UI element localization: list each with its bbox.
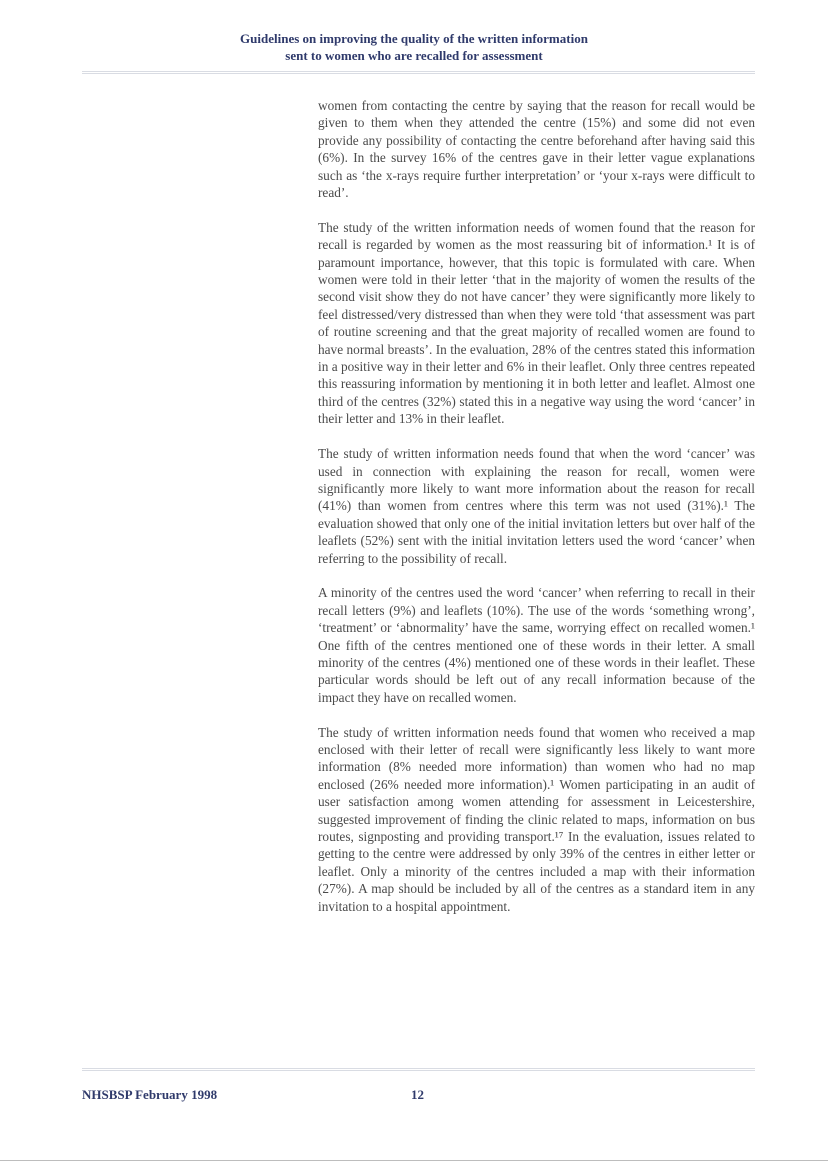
page-header xyxy=(0,30,828,64)
paragraph: A minority of the centres used the word ‘cancer’ when referring to recall in their recall letters (9%) and leaflets (10%). The use of the words ‘something wrong’, ‘treatment’ or ‘abnormality’ have the same, worrying effect on recalled women.¹ One fifth of the centres mentioned one of these words in their letter. A small minority of the centres (4%) mentioned one of these words in their leaflet. These particular words should be left out of any recall information because of the impact they have on recalled women. xyxy=(318,585,755,705)
footer-rule xyxy=(82,1068,755,1072)
paragraph: women from contacting the centre by saying that the reason for recall would be given to them when they attended the centre (15%) and some did not even provide any possibility of contacting the centre beforehand after having said this (6%). In the survey 16% of the centres gave in their letter vague explanations such as ‘the x-rays require further interpretation’ or ‘your x-rays were difficult to read’. xyxy=(318,98,755,201)
header-rule xyxy=(82,71,755,75)
paragraph: The study of written information needs found that women who received a map enclosed with their letter of recall were significantly less likely to want more information (8% needed more information) than women who had no map enclosed (26% needed more information).¹ Women participating in an audit of user satisfaction among women attending for assessment in Leicestershire, suggested improvement of finding the clinic related to maps, information on bus routes, signposting and providing transport.¹⁷ In the evaluation, issues related to getting to the centre were addressed by only 39% of the centres in either letter or leaflet. Only a minority of the centres included a map with their information (27%). A map should be included by all of the centres as a standard item in any invitation to a hospital appointment. xyxy=(318,724,755,914)
page-bottom-edge xyxy=(0,1160,828,1161)
body-text xyxy=(318,97,755,932)
header-title-line-1: Guidelines on improving the quality of the written information xyxy=(240,31,588,46)
page-number: 12 xyxy=(411,1087,424,1102)
footer-publication: NHSBSP February 1998 xyxy=(82,1087,218,1102)
header-title-line-2: sent to women who are recalled for assessment xyxy=(285,48,543,63)
paragraph: The study of written information needs found that when the word ‘cancer’ was used in connection with explaining the reason for recall, women were significantly more likely to want more information about the reason for recall (41%) than women from centres where this term was not used (31%).¹ The evaluation showed that only one of the initial invitation letters but over half of the leaflets (52%) sent with the initial invitation letters used the word ‘cancer’ when referring to the possibility of recall. xyxy=(318,446,755,566)
paragraph: The study of the written information needs of women found that the reason for recall is regarded by women as the most reassuring bit of information.¹ It is of paramount importance, however, that this topic is formulated with care. When women were told in their letter ‘that in the majority of women the results of the second visit show they do not have cancer’ they were significantly more likely to feel distressed/very distressed than when they were told ‘that assessment was part of routine screening and that the great majority of recalled women are found to have normal breasts’. In the evaluation, 28% of the centres stated this information in a positive way in their letter and 6% in their leaflet. Only three centres repeated this reassuring information by mentioning it in both letter and leaflet. Almost one third of the centres (32%) stated this in a negative way using the word ‘cancer’ in their letter and 13% in their leaflet. xyxy=(318,219,755,427)
